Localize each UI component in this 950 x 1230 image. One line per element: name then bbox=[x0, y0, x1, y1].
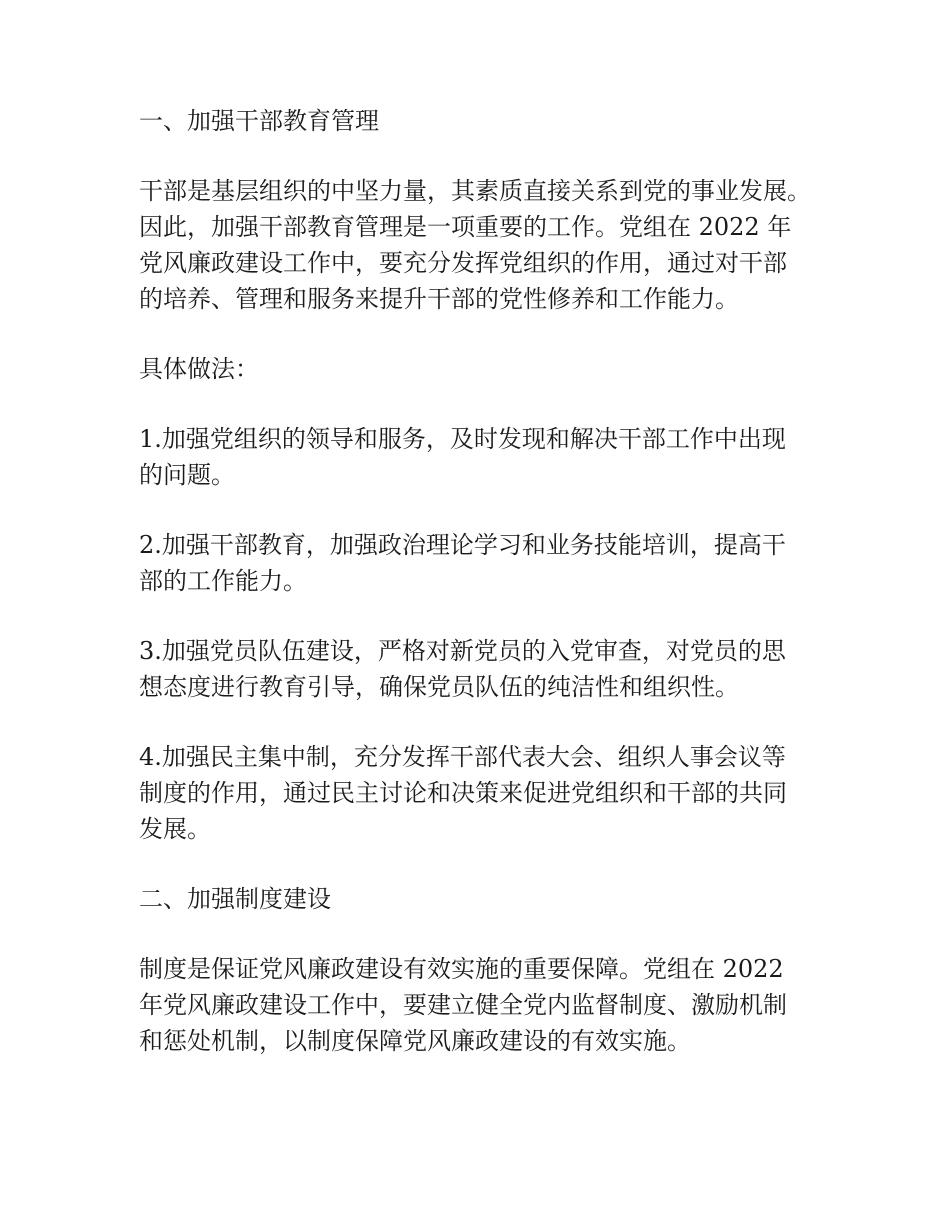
paragraph-line: 干部是基层组织的中坚力量，其素质直接关系到党的事业发展。 bbox=[139, 177, 811, 205]
methods-label bbox=[139, 351, 819, 387]
method-item-2 bbox=[139, 527, 819, 599]
paragraph-line: 想态度进行教育引导，确保党员队伍的纯洁性和组织性。 bbox=[139, 673, 739, 701]
paragraph-line: 2.加强干部教育，加强政治理论学习和业务技能培训，提高干 bbox=[139, 531, 786, 559]
paragraph-line: 4.加强民主集中制，充分发挥干部代表大会、组织人事会议等 bbox=[139, 743, 786, 771]
method-item-4 bbox=[139, 739, 819, 847]
paragraph-line: 制度是保证党风廉政建设有效实施的重要保障。党组在 2022 bbox=[139, 955, 784, 983]
paragraph-line: 年党风廉政建设工作中，要建立健全党内监督制度、激励机制 bbox=[139, 991, 787, 1019]
label-line: 具体做法： bbox=[139, 355, 259, 383]
paragraph-line: 制度的作用，通过民主讨论和决策来促进党组织和干部的共同 bbox=[139, 779, 787, 807]
document-body bbox=[139, 103, 819, 1093]
section-1-heading bbox=[139, 103, 819, 139]
section-2-intro-paragraph bbox=[139, 951, 819, 1059]
method-item-1 bbox=[139, 421, 819, 493]
paragraph-line: 和惩处机制，以制度保障党风廉政建设的有效实施。 bbox=[139, 1027, 691, 1055]
paragraph-line: 党风廉政建设工作中，要充分发挥党组织的作用，通过对干部 bbox=[139, 249, 787, 277]
heading-line: 二、加强制度建设 bbox=[139, 885, 331, 913]
paragraph-line: 的问题。 bbox=[139, 461, 235, 489]
heading-line: 一、加强干部教育管理 bbox=[139, 107, 379, 135]
paragraph-line: 3.加强党员队伍建设，严格对新党员的入党审查，对党员的思 bbox=[139, 637, 786, 665]
paragraph-line: 部的工作能力。 bbox=[139, 567, 307, 595]
section-2-heading bbox=[139, 881, 819, 917]
paragraph-line: 发展。 bbox=[139, 815, 211, 843]
paragraph-line: 1.加强党组织的领导和服务，及时发现和解决干部工作中出现 bbox=[139, 425, 786, 453]
paragraph-line: 的培养、管理和服务来提升干部的党性修养和工作能力。 bbox=[139, 285, 739, 313]
method-item-3 bbox=[139, 633, 819, 705]
section-1-intro-paragraph bbox=[139, 173, 819, 317]
paragraph-line: 因此，加强干部教育管理是一项重要的工作。党组在 2022 年 bbox=[139, 213, 792, 241]
